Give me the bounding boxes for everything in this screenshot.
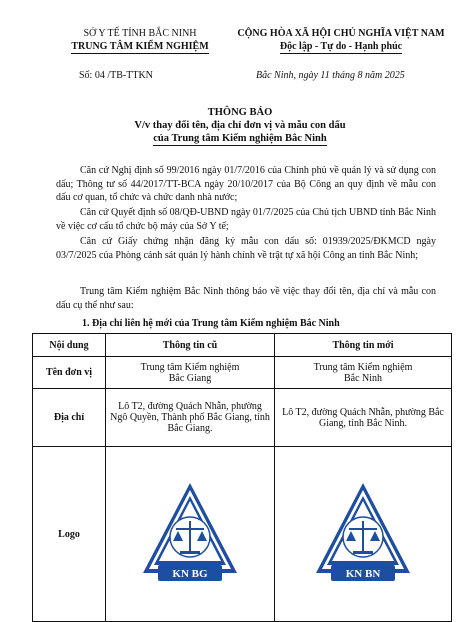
paragraph-4-text: Trung tâm Kiểm nghiệm Bắc Ninh thông báo về việc thay đổi tên, địa chỉ và mẫu con dấu cụ thể như sau:	[56, 286, 436, 311]
paragraph-1-text: Căn cứ Nghị định số 99/2016 ngày 01/7/2016 của Chính phủ về quản lý và sử dụng con dấu; Thông tư số 44/2017/TT-BCA ngày 20/10/2017 của Bộ Công an quy định về mẫu con dấu cơ quan, tổ chức và chức danh nhà nước;	[56, 165, 436, 203]
paragraph-2-text: Căn cứ Quyết định số 08/QĐ-UBND ngày 01/7/2025 của Chủ tịch UBND tỉnh Bắc Ninh về việc cơ cấu tổ chức bộ máy của Sở Y tế;	[56, 207, 436, 232]
new-name: Trung tâm Kiểm nghiệm Bắc Ninh	[275, 357, 452, 389]
document-number: Số: 04 /TB-TTKN	[79, 70, 153, 81]
row-label-name: Tên đơn vị	[33, 357, 106, 389]
old-address: Lô T2, đường Quách Nhẫn, phường Ngô Quyền, Thành phố Bắc Giang, tỉnh Bắc Giang.	[106, 389, 275, 447]
new-logo-text: KN BN	[345, 568, 381, 580]
place-date: Bắc Ninh, ngày 11 tháng 8 năm 2025	[256, 70, 405, 81]
header-content: Nội dung	[33, 334, 106, 357]
row-label-logo: Logo	[33, 447, 106, 622]
title-line-3: của Trung tâm Kiểm nghiệm Bắc Ninh	[153, 133, 327, 144]
paragraph-1	[56, 164, 436, 205]
old-logo	[140, 479, 240, 589]
issuer-block	[40, 27, 240, 54]
info-table	[32, 333, 452, 622]
table-row	[33, 357, 452, 389]
paragraph-4	[56, 285, 436, 312]
ministry-name: SỞ Y TẾ TỈNH BẮC NINH	[83, 28, 197, 39]
new-logo-cell	[275, 447, 452, 622]
header-new: Thông tin mới	[275, 334, 452, 357]
old-logo-cell	[106, 447, 275, 622]
title-line-1: THÔNG BÁO	[207, 107, 273, 118]
document-title	[60, 106, 420, 146]
table-row	[33, 389, 452, 447]
table-row	[33, 447, 452, 622]
old-logo-text: KN BG	[172, 568, 208, 580]
old-name: Trung tâm Kiểm nghiệm Bắc Giang	[106, 357, 275, 389]
national-motto: Độc lập - Tự do - Hạnh phúc	[279, 41, 403, 52]
section-1-heading: 1. Địa chỉ liên hệ mới của Trung tâm Kiểm nghiệm Bắc Ninh	[82, 318, 340, 329]
new-address: Lô T2, đường Quách Nhẫn, phường Bắc Giang, tỉnh Bắc Ninh.	[275, 389, 452, 447]
row-label-address: Địa chỉ	[33, 389, 106, 447]
table-header-row	[33, 334, 452, 357]
unit-name: TRUNG TÂM KIỂM NGHIỆM	[71, 41, 209, 52]
header-old: Thông tin cũ	[106, 334, 275, 357]
title-line-2: V/v thay đổi tên, địa chỉ đơn vị và mẫu con dấu	[134, 120, 346, 131]
national-header	[226, 27, 456, 54]
country-name: CỘNG HÒA XÃ HỘI CHỦ NGHĨA VIỆT NAM	[237, 28, 445, 39]
paragraph-2	[56, 206, 436, 233]
paragraph-3-text: Căn cứ Giấy chứng nhận đăng ký mẫu con dấu số: 01939/2025/ĐKMCD ngày 03/7/2025 của Phòng cảnh sát quản lý hành chính về trật tự xã hội Công an tỉnh Bắc Ninh;	[56, 236, 436, 261]
new-logo	[313, 479, 413, 589]
paragraph-3	[56, 235, 436, 262]
